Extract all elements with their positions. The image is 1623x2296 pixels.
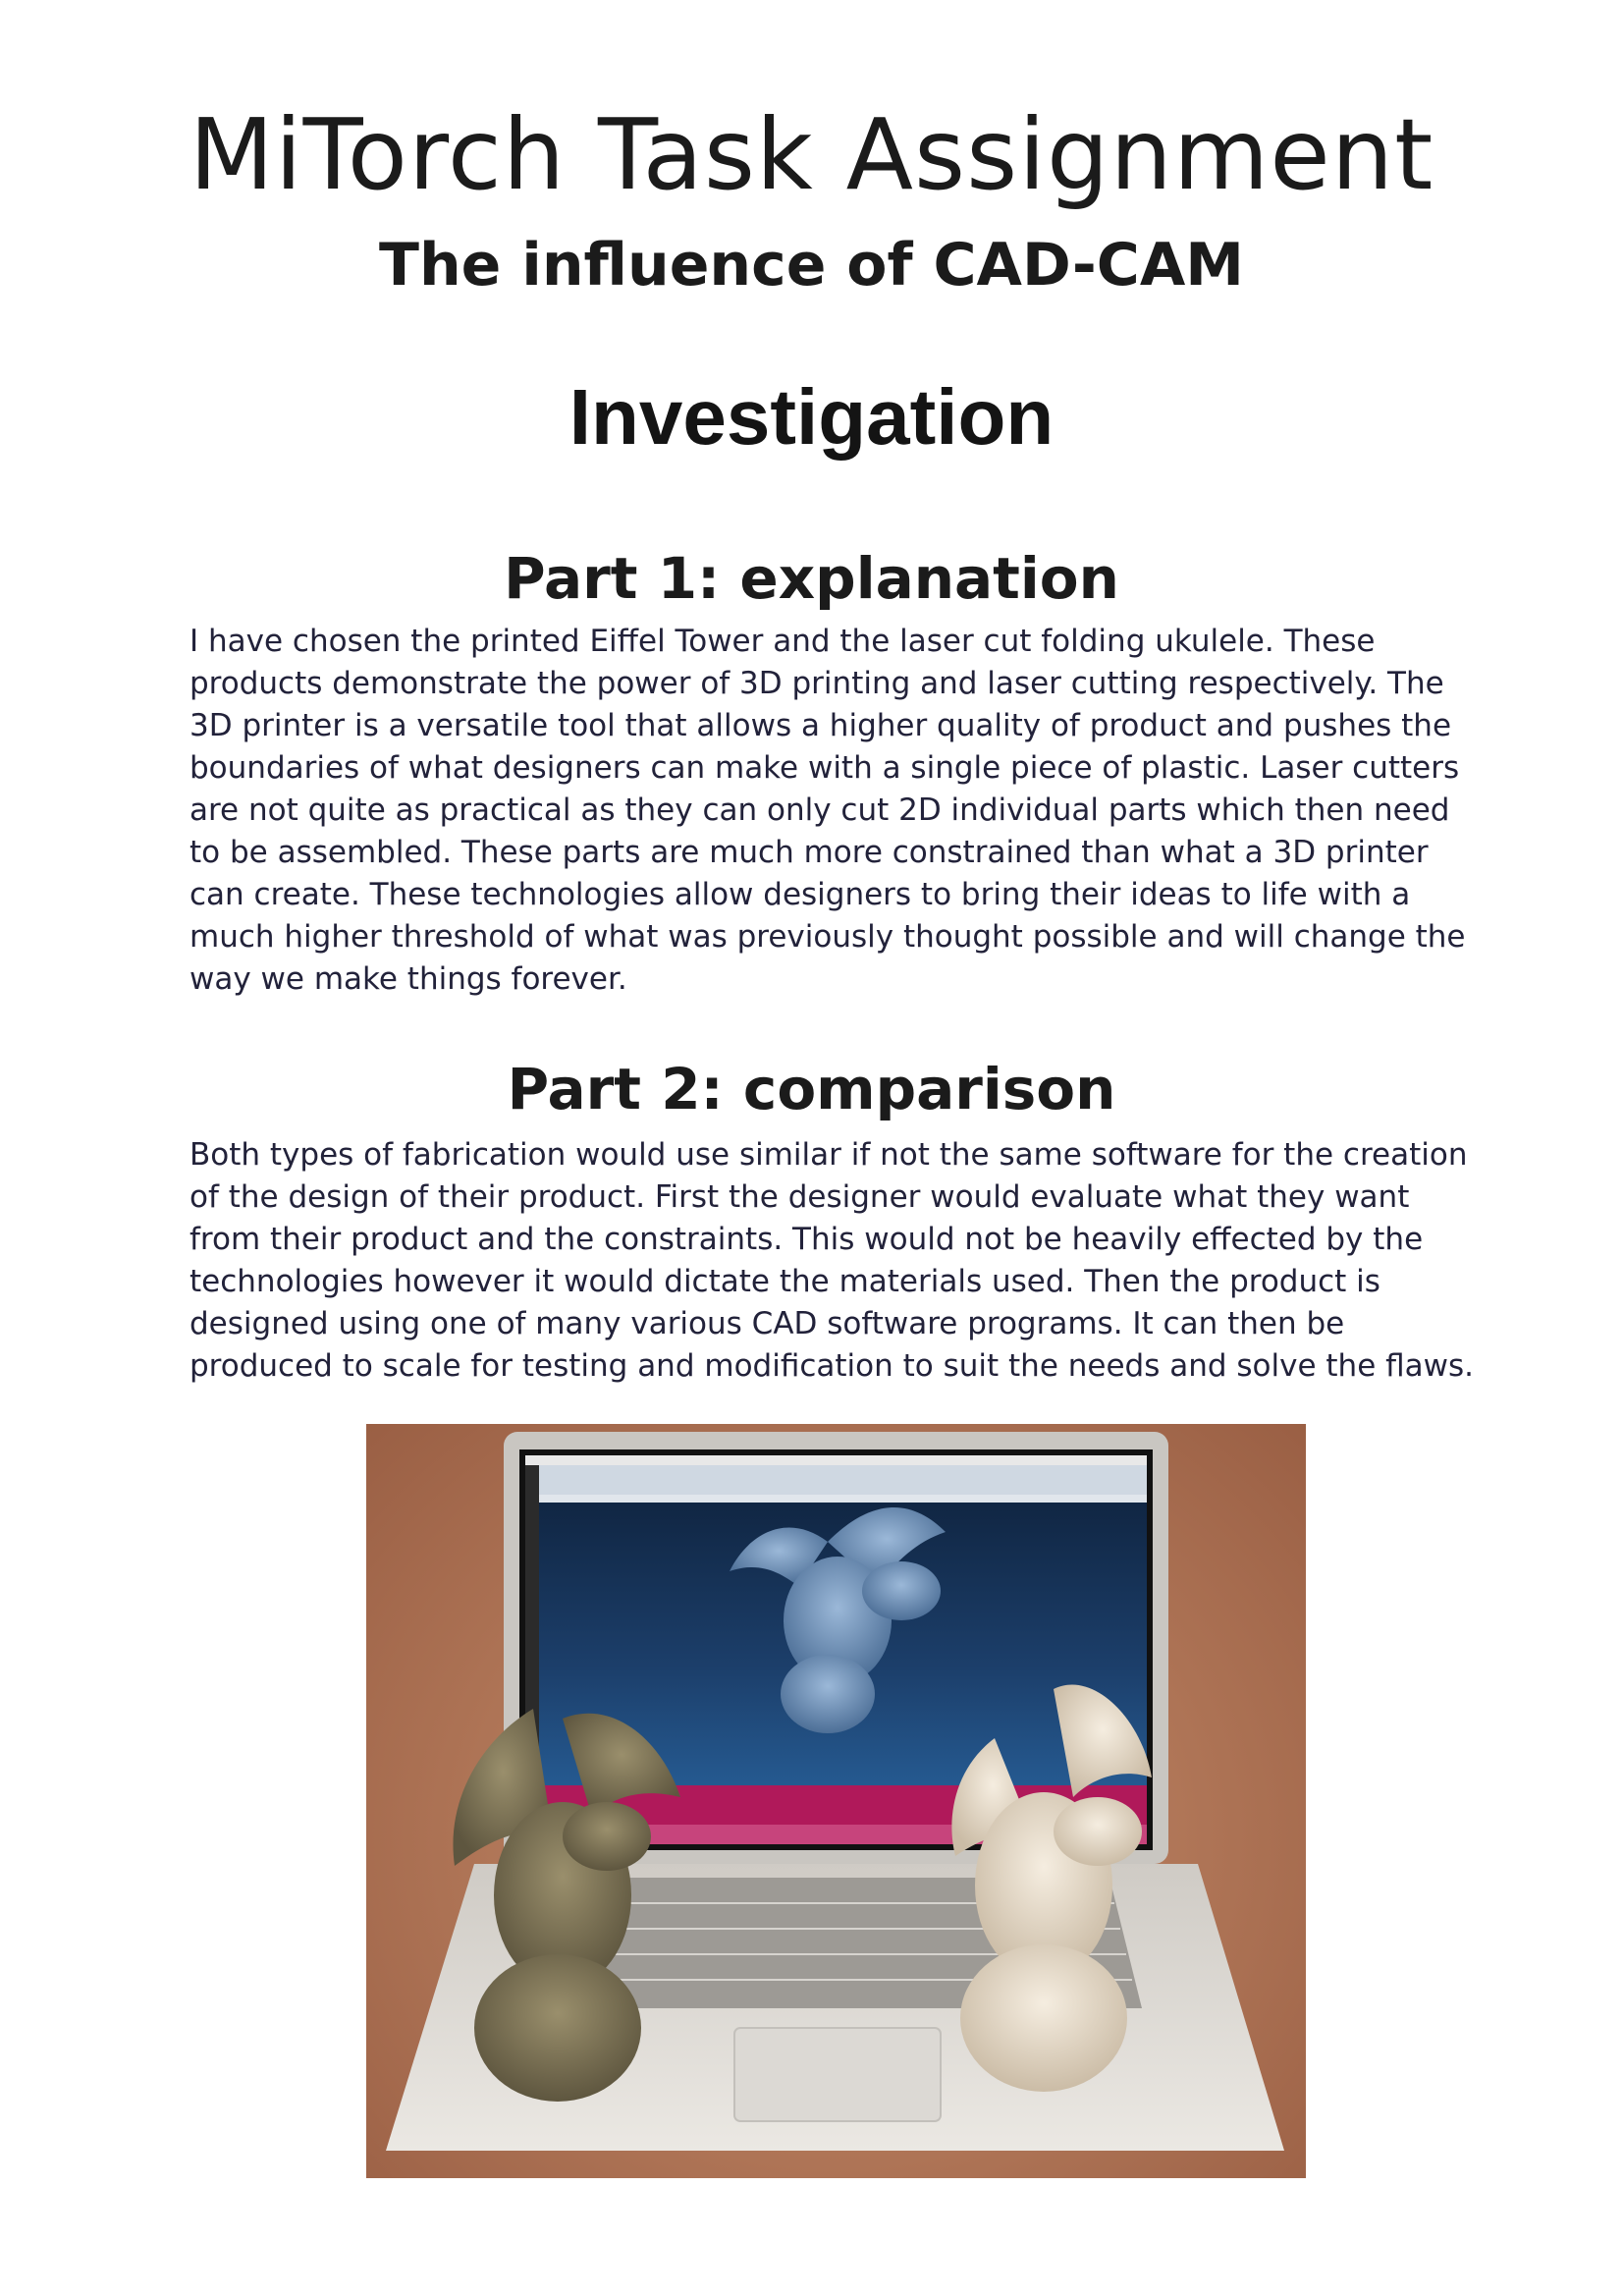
part1-heading: Part 1: explanation — [504, 545, 1119, 612]
document-subtitle: The influence of CAD-CAM — [379, 231, 1244, 300]
document-title: MiTorch Task Assignment — [189, 97, 1434, 212]
laptop-gargoyle-photo — [366, 1424, 1306, 2178]
app-toolbar — [525, 1465, 1147, 1495]
app-tab-strip — [525, 1495, 1147, 1503]
part1-paragraph: I have chosen the printed Eiffel Tower and the laser cut folding ukulele. These products demonstrate the power of 3D printing and laser cutting respectively. The 3D printer is a versatile tool that allows a higher quality of product and pushes the boundaries of what designers can make with a single piece of plastic. Laser cutters are not quite as practical as they can only cut 2D individual parts which then need to be assembled. These parts are much more constrained than what a 3D printer can create. These technologies allow designers to bring their ideas to life with a much higher threshold of what was previously thought possible and will change the way we make things forever. — [189, 624, 1466, 997]
laptop-trackpad — [734, 2028, 941, 2121]
app-menubar — [525, 1455, 1147, 1465]
part2-paragraph: Both types of fabrication would use similar if not the same software for the creation of the design of their product. First the designer would evaluate what they want from their product and the constraints. This would not be heavily effected by the technologies however it would dictate the materials used. Then the product is designed using one of many various CAD software programs. It can then be produced to scale for testing and modification to suit the needs and solve the flaws. — [189, 1137, 1475, 1384]
section-title: Investigation — [568, 373, 1055, 461]
laptop-illustration — [366, 1424, 1306, 2178]
part2-heading: Part 2: comparison — [507, 1056, 1116, 1122]
